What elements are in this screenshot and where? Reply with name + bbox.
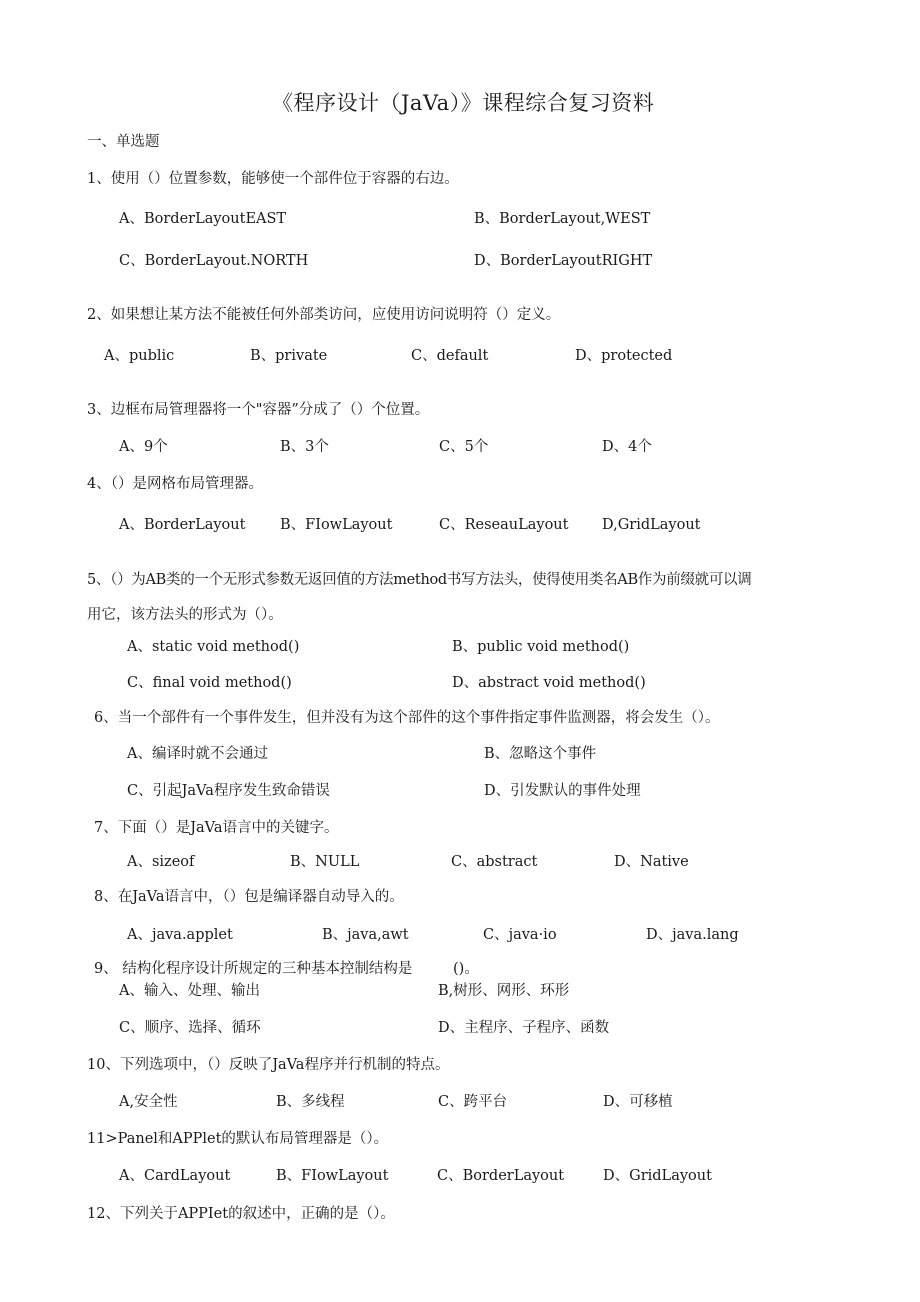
question-8-option-b: B、java,awt (322, 927, 409, 943)
question-5-option-d: D、abstract void method() (452, 675, 646, 691)
question-3-stem: 3、边框布局管理器将一个"容器”分成了（）个位置。 (87, 402, 430, 418)
question-5-option-c: C、final void method() (127, 675, 292, 691)
question-9-option-b: B,树形、网形、环形 (438, 983, 570, 999)
page-title: 《程序设计（JaVa）》课程综合复习资料 (272, 91, 655, 115)
question-6-stem: 6、当一个部件有一个事件发生，但并没有为这个部件的这个事件指定事件监测器，将会发生（）。 (94, 710, 720, 726)
question-10-option-d: D、可移植 (603, 1094, 673, 1110)
section-heading: 一、单选题 (87, 134, 160, 150)
question-3-option-c: C、5个 (439, 439, 489, 455)
question-4-stem: 4、（）是网格布局管理器。 (87, 476, 263, 492)
question-3-option-d: D、4个 (602, 439, 652, 455)
question-8-option-a: A、java.applet (127, 927, 233, 943)
question-12-stem: 12、下列关于APPIet的叙述中，正确的是（）。 (87, 1206, 395, 1222)
question-1-option-a: A、BorderLayoutEAST (119, 211, 287, 227)
question-5-option-a: A、static void method() (127, 639, 300, 655)
question-9-option-c: C、顺序、选择、循环 (119, 1020, 261, 1036)
question-6-option-b: B、忽略这个事件 (484, 746, 597, 762)
question-8-option-c: C、java·io (483, 927, 557, 943)
question-10-option-a: A,安全性 (119, 1094, 178, 1110)
question-4-option-a: A、BorderLayout (119, 517, 246, 533)
question-3-option-b: B、3个 (280, 439, 329, 455)
question-4-option-d: D,GridLayout (602, 517, 701, 533)
question-1-stem: 1、使用（）位置参数，能够使一个部件位于容器的右边。 (87, 171, 459, 187)
question-7-stem: 7、下面（）是JaVa语言中的关键字。 (94, 820, 339, 836)
question-7-option-c: C、abstract (451, 854, 538, 870)
question-10-option-c: C、跨平台 (438, 1094, 508, 1110)
question-6-option-a: A、编译时就不会通过 (127, 746, 268, 762)
question-2-option-a: A、public (104, 348, 175, 364)
question-9-option-a: A、输入、处理、输出 (119, 983, 260, 999)
question-1-option-c: C、BorderLayout.NORTH (119, 253, 309, 269)
question-11-option-a: A、CardLayout (119, 1168, 231, 1184)
question-6-option-c: C、引起JaVa程序发生致命错误 (127, 783, 330, 799)
question-11-stem: 11>Panel和APPlet的默认布局管理器是（）。 (87, 1131, 389, 1147)
question-9-option-d: D、主程序、子程序、函数 (438, 1020, 610, 1036)
question-4-option-c: C、ReseauLayout (439, 517, 569, 533)
question-8-stem: 8、在JaVa语言中，（）包是编译器自动导入的。 (94, 889, 404, 905)
question-7-option-a: A、sizeof (127, 854, 195, 870)
question-5-stem-continued: 用它，该方法头的形式为（）。 (87, 607, 283, 623)
question-5-stem: 5、（）为AB类的一个无形式参数无返回值的方法method书写方法头，使得使用类名AB作为前缀就可以调 (87, 572, 752, 588)
question-11-option-d: D、GridLayout (603, 1168, 712, 1184)
question-11-option-c: C、BorderLayout (437, 1168, 565, 1184)
question-9-stem: 9、 结构化程序设计所规定的三种基本控制结构是 (94, 961, 413, 977)
question-2-stem: 2、如果想让某方法不能被任何外部类访问，应使用访问说明符（）定义。 (87, 307, 561, 323)
question-1-option-b: B、BorderLayout,WEST (474, 211, 651, 227)
question-2-option-b: B、private (250, 348, 328, 364)
question-4-option-b: B、FIowLayout (280, 517, 393, 533)
question-10-option-b: B、多线程 (276, 1094, 345, 1110)
question-5-option-b: B、public void method() (452, 639, 630, 655)
question-1-option-d: D、BorderLayoutRIGHT (474, 253, 653, 269)
question-3-option-a: A、9个 (119, 439, 168, 455)
question-11-option-b: B、FIowLayout (276, 1168, 389, 1184)
question-9-stem-blank: ()。 (453, 961, 479, 977)
question-2-option-d: D、protected (575, 348, 673, 364)
question-7-option-d: D、Native (614, 854, 689, 870)
question-8-option-d: D、java.lang (646, 927, 739, 943)
question-7-option-b: B、NULL (290, 854, 360, 870)
question-2-option-c: C、default (411, 348, 489, 364)
question-6-option-d: D、引发默认的事件处理 (484, 783, 641, 799)
question-10-stem: 10、下列选项中，（）反映了JaVa程序并行机制的特点。 (87, 1057, 450, 1073)
